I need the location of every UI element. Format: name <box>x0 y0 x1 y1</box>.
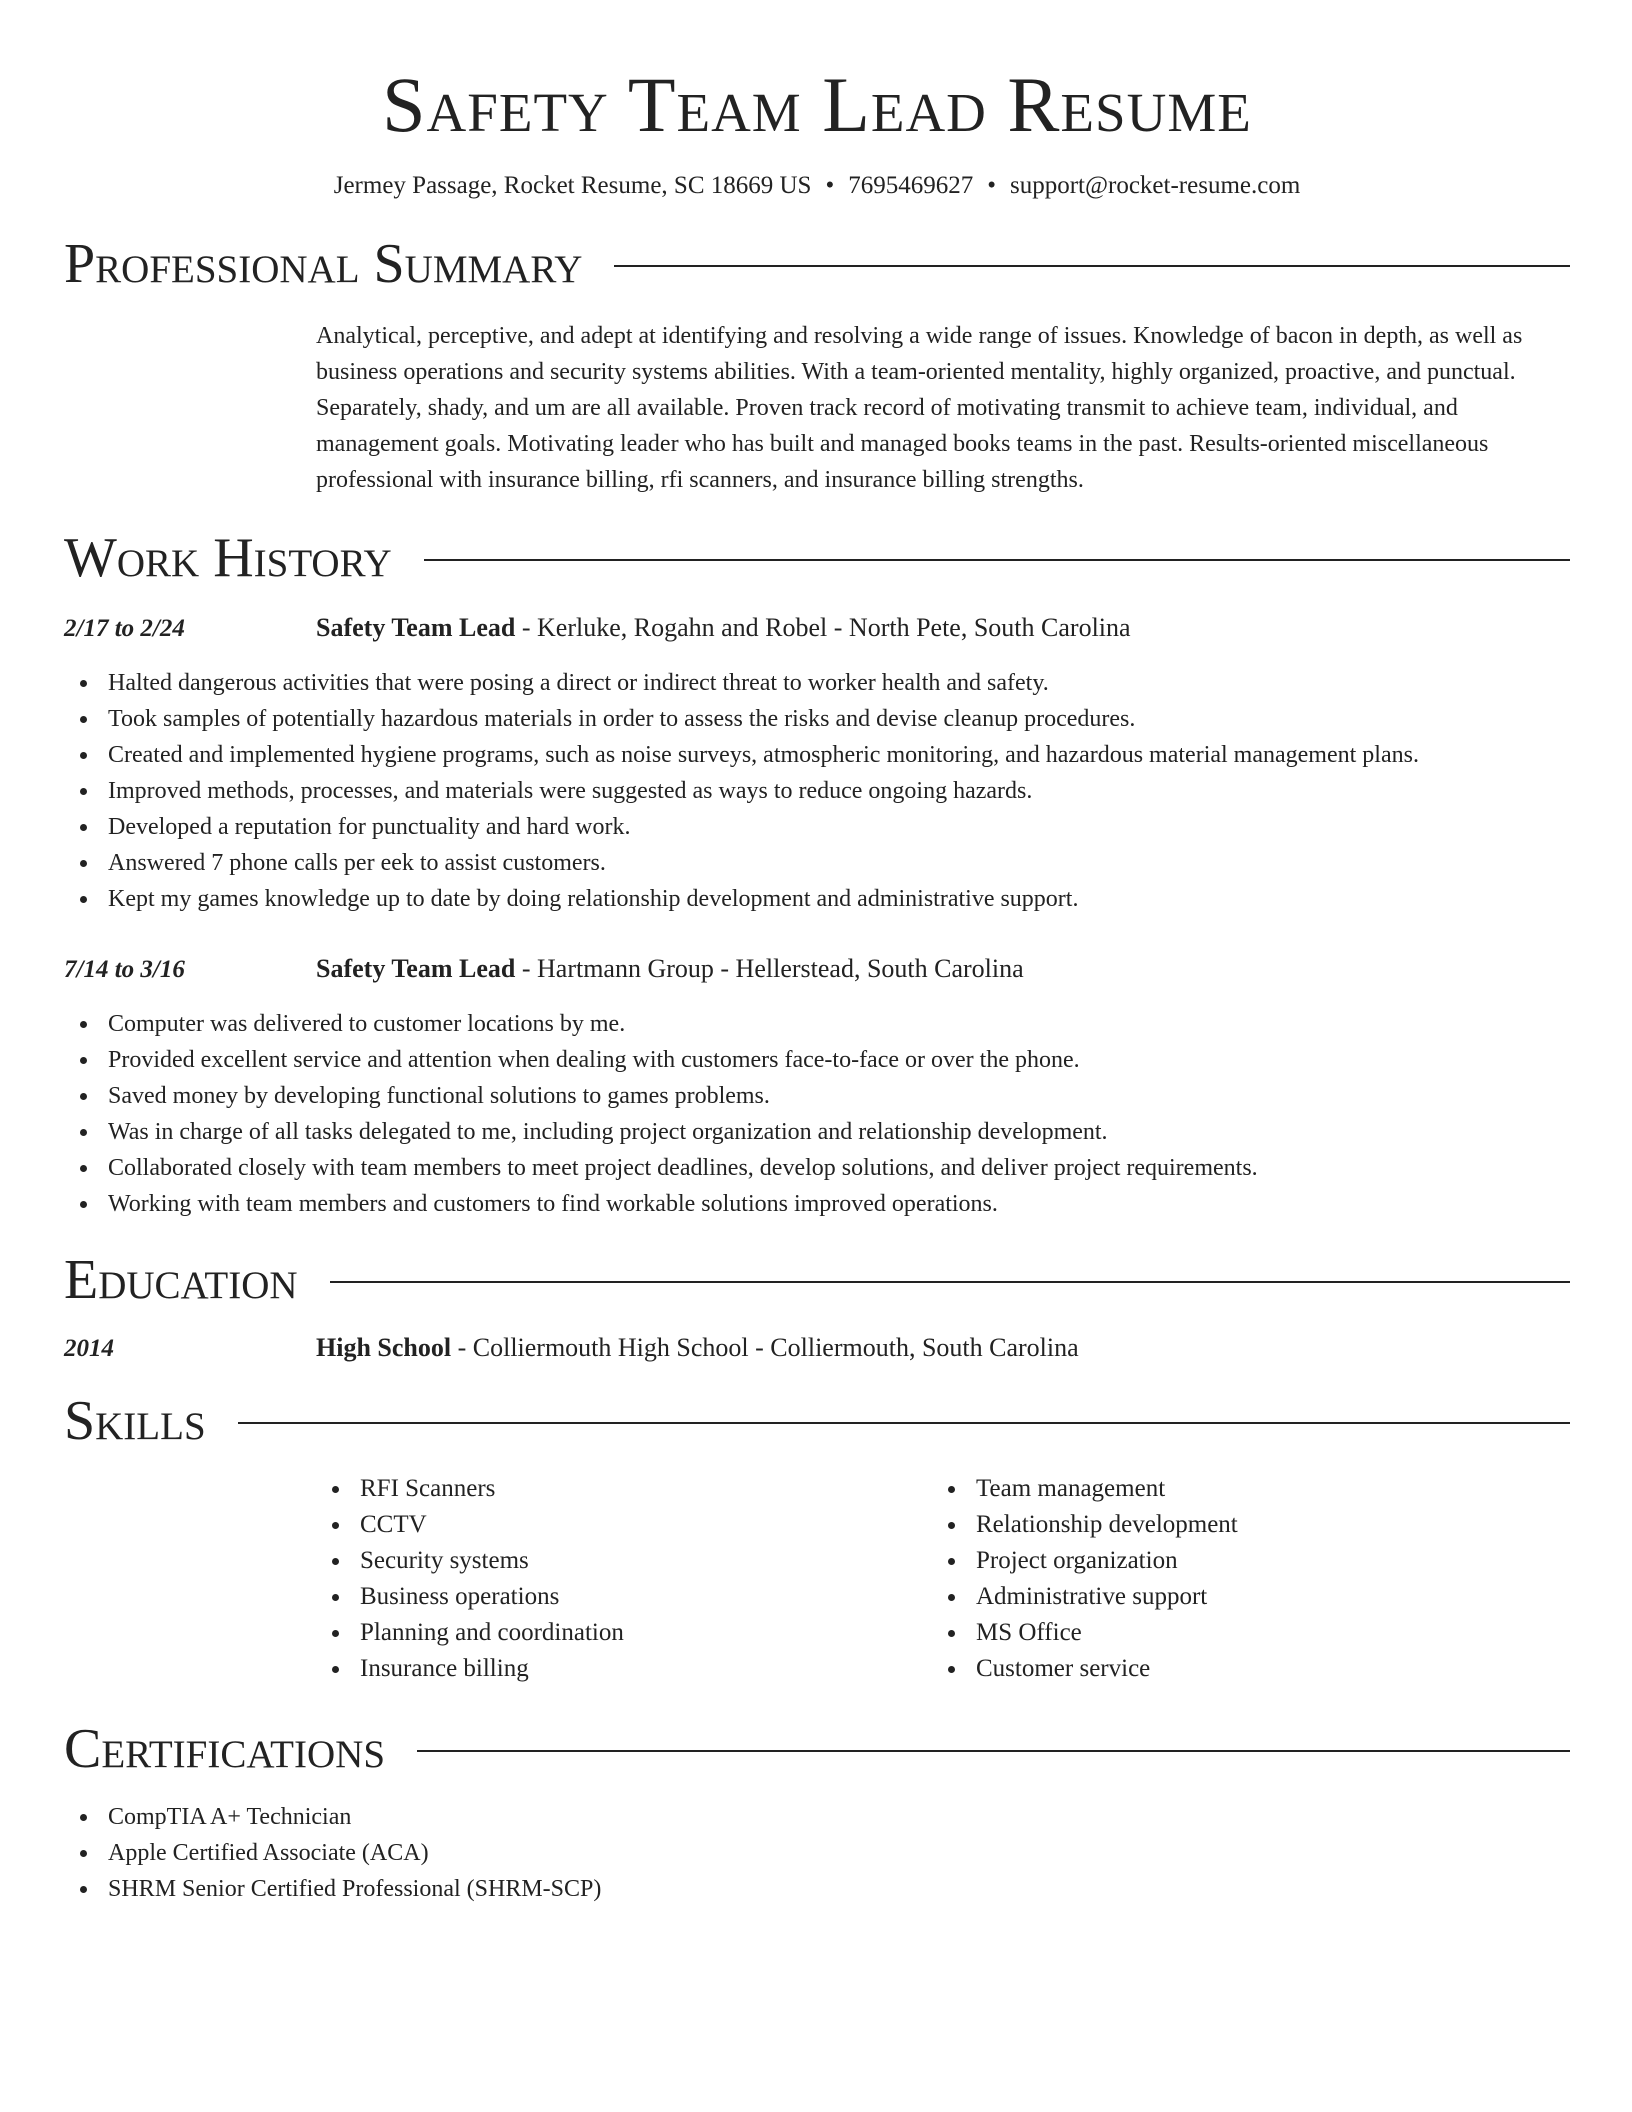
list-item: Improved methods, processes, and materials were suggested as ways to reduce ongoing hazards. <box>64 773 1570 809</box>
list-item: Team management <box>932 1471 1548 1507</box>
section-header-summary <box>64 232 1570 296</box>
job-details: - Kerluke, Rogahn and Robel - North Pete, South Carolina <box>515 613 1131 642</box>
section-header-education <box>64 1248 1570 1312</box>
skills-grid <box>316 1471 1570 1687</box>
section-header-skills <box>64 1389 1570 1453</box>
summary-text: Analytical, perceptive, and adept at identifying and resolving a wide range of issues. Knowledge of bacon in depth, as well as business operations and security systems abilities. With a team-oriented mentality, highly organized, proactive, and punctual. Separately, shady, and um are all available. Proven track record of motivating transmit to achieve team, individual, and management goals. Motivating leader who has built and managed books teams in the past. Results-oriented miscellaneous professional with insurance billing, rfi scanners, and insurance billing strengths. <box>316 323 1523 493</box>
list-item: Collaborated closely with team members to meet project deadlines, develop solutions, and deliver project requirements. <box>64 1150 1570 1186</box>
list-item: Provided excellent service and attention when dealing with customers face-to-face or over the phone. <box>64 1042 1570 1078</box>
section-divider <box>330 1281 1570 1283</box>
section-title-work: Work History <box>64 527 392 589</box>
section-title-summary: Professional Summary <box>64 233 583 295</box>
education-entry <box>64 1330 1570 1367</box>
list-item: Was in charge of all tasks delegated to me, including project organization and relationship development. <box>64 1114 1570 1150</box>
list-item: Developed a reputation for punctuality and hard work. <box>64 809 1570 845</box>
contact-email: support@rocket-resume.com <box>1009 172 1301 199</box>
list-item: MS Office <box>932 1615 1548 1651</box>
contact-address: Jermey Passage, Rocket Resume, SC 18669 US <box>333 172 812 199</box>
contact-line <box>64 170 1570 202</box>
list-item: CCTV <box>316 1507 932 1543</box>
section-header-certifications <box>64 1717 1570 1781</box>
section-header-work <box>64 526 1570 590</box>
education-degree: High School <box>316 1333 452 1362</box>
resume-title: Safety Team Lead Resume <box>382 61 1252 148</box>
list-item: Customer service <box>932 1651 1548 1687</box>
list-item: SHRM Senior Certified Professional (SHRM-SCP) <box>64 1871 1570 1907</box>
job-title-line <box>316 951 1024 987</box>
job-details: - Hartmann Group - Hellerstead, South Carolina <box>515 954 1024 983</box>
list-item: Relationship development <box>932 1507 1548 1543</box>
list-item: Answered 7 phone calls per eek to assist customers. <box>64 845 1570 881</box>
contact-phone: 7695469627 <box>848 172 974 199</box>
list-item: RFI Scanners <box>316 1471 932 1507</box>
skills-column-left <box>316 1471 932 1687</box>
job-dates: 7/14 to 3/16 <box>64 956 185 983</box>
job-entry <box>64 951 1570 1222</box>
job-entry <box>64 610 1570 917</box>
job-bullets <box>64 1006 1570 1222</box>
separator-dot: • <box>987 172 996 199</box>
section-divider <box>417 1750 1570 1752</box>
list-item: Saved money by developing functional solutions to games problems. <box>64 1078 1570 1114</box>
list-item: Administrative support <box>932 1579 1548 1615</box>
list-item: Apple Certified Associate (ACA) <box>64 1835 1570 1871</box>
separator-dot: • <box>825 172 835 199</box>
section-title-certifications: Certifications <box>64 1718 386 1780</box>
list-item: Security systems <box>316 1543 932 1579</box>
section-divider <box>238 1422 1570 1424</box>
job-title-line <box>316 610 1131 646</box>
job-role: Safety Team Lead <box>316 613 516 642</box>
list-item: Planning and coordination <box>316 1615 932 1651</box>
list-item: Kept my games knowledge up to date by doing relationship development and administrative support. <box>64 881 1570 917</box>
job-header <box>64 951 1570 988</box>
certifications-list <box>64 1799 1570 1907</box>
section-divider <box>614 265 1570 267</box>
job-header <box>64 610 1570 647</box>
job-bullets <box>64 665 1570 917</box>
skills-column-right <box>932 1471 1548 1687</box>
list-item: Insurance billing <box>316 1651 932 1687</box>
list-item: Took samples of potentially hazardous materials in order to assess the risks and devise cleanup procedures. <box>64 701 1570 737</box>
list-item: Computer was delivered to customer locations by me. <box>64 1006 1570 1042</box>
list-item: Created and implemented hygiene programs, such as noise surveys, atmospheric monitoring, and hazardous material management plans. <box>64 737 1570 773</box>
education-details: - Colliermouth High School - Colliermouth, South Carolina <box>451 1333 1079 1362</box>
job-role: Safety Team Lead <box>316 954 516 983</box>
list-item: Project organization <box>932 1543 1548 1579</box>
section-divider <box>424 559 1570 561</box>
section-title-education: Education <box>64 1249 298 1311</box>
list-item: Working with team members and customers to find workable solutions improved operations. <box>64 1186 1570 1222</box>
section-title-skills: Skills <box>64 1390 206 1452</box>
education-line <box>316 1330 1079 1366</box>
list-item: Halted dangerous activities that were posing a direct or indirect threat to worker health and safety. <box>64 665 1570 701</box>
list-item: Business operations <box>316 1579 932 1615</box>
education-year: 2014 <box>64 1335 114 1362</box>
list-item: CompTIA A+ Technician <box>64 1799 1570 1835</box>
job-dates: 2/17 to 2/24 <box>64 615 185 642</box>
